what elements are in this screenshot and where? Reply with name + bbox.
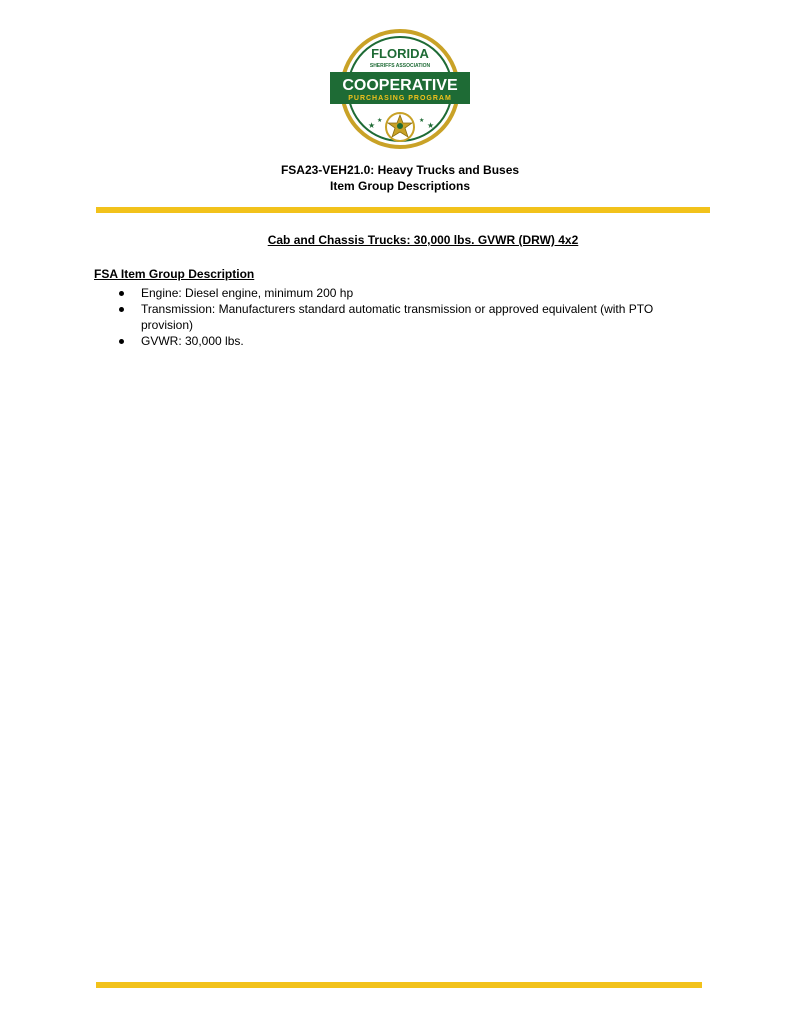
svg-text:★: ★	[427, 121, 435, 130]
list-item-text: GVWR: 30,000 lbs.	[141, 334, 244, 348]
category-heading: Cab and Chassis Trucks: 30,000 lbs. GVWR (DRW) 4x2	[267, 233, 579, 247]
list-item	[118, 333, 698, 349]
fsa-logo	[330, 26, 470, 156]
bullet-icon	[119, 307, 124, 312]
bullet-icon	[119, 291, 124, 296]
logo-association-text: SHERIFFS ASSOCIATION	[369, 63, 431, 69]
document-title: FSA23-VEH21.0: Heavy Trucks and Buses	[280, 163, 520, 177]
list-item	[118, 301, 698, 333]
fsa-seal-graphic	[330, 26, 470, 156]
svg-text:★: ★	[377, 118, 383, 124]
list-item	[118, 285, 698, 301]
logo-cooperative-text: COOPERATIVE	[342, 77, 458, 94]
logo-florida-text: FLORIDA	[371, 46, 429, 61]
bottom-divider	[96, 982, 702, 988]
document-subtitle: Item Group Descriptions	[329, 179, 471, 193]
list-item-text: Transmission: Manufacturers standard automatic transmission or approved equivalent (with PTO provision)	[141, 302, 654, 332]
list-item-text: Engine: Diesel engine, minimum 200 hp	[141, 286, 354, 300]
item-group-label: FSA Item Group Description	[94, 267, 255, 281]
logo-program-text: PURCHASING PROGRAM	[348, 95, 452, 102]
bullet-icon	[119, 339, 124, 344]
svg-text:★: ★	[419, 118, 425, 124]
svg-text:★: ★	[368, 121, 376, 130]
description-list	[118, 285, 698, 349]
top-divider	[96, 207, 710, 213]
